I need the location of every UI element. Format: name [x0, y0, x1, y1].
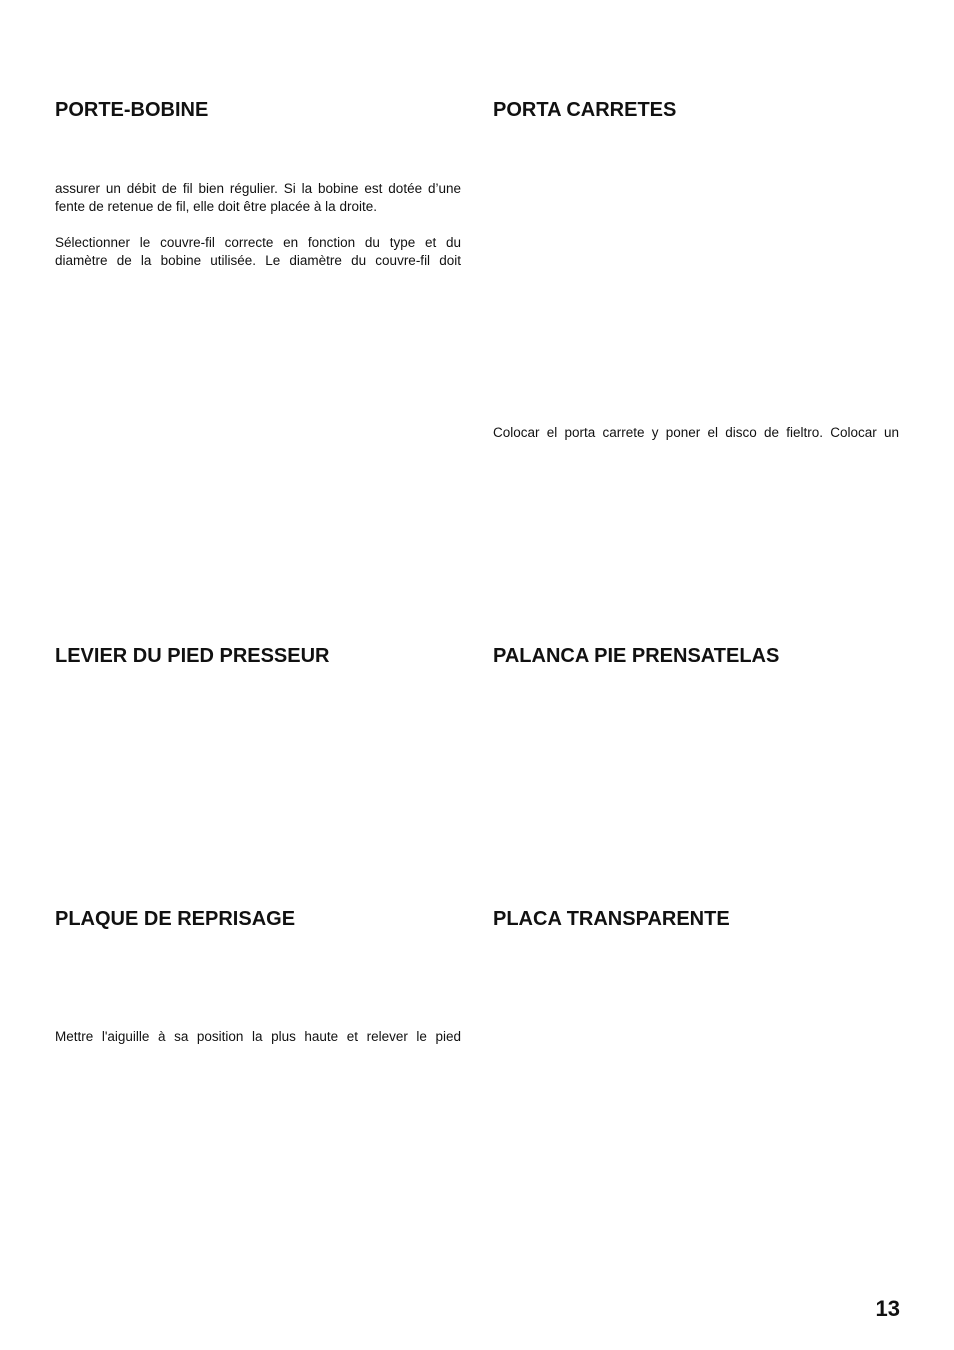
heading-porta-carretes: PORTA CARRETES	[493, 99, 677, 121]
porte-bobine-line-4: diamètre de la bobine utilisée. Le diamètre du couvre-fil doit	[55, 253, 461, 268]
porte-bobine-line-1: assurer un débit de fil bien régulier. Si la bobine est dotée d’une	[55, 181, 461, 196]
heading-porte-bobine: PORTE-BOBINE	[55, 99, 209, 121]
heading-plaque-de-reprisage: PLAQUE DE REPRISAGE	[55, 908, 296, 930]
porta-carretes-line-1: Colocar el porta carrete y poner el disco de fieltro. Colocar un	[493, 425, 899, 440]
plaque-de-reprisage-line-1: Mettre l'aiguille à sa position la plus haute et relever le pied	[55, 1029, 461, 1044]
page-number: 13	[875, 1296, 900, 1321]
heading-palanca-pie-prensatelas: PALANCA PIE PRENSATELAS	[493, 645, 780, 667]
heading-levier-pied-presseur: LEVIER DU PIED PRESSEUR	[55, 645, 330, 667]
porte-bobine-line-2: fente de retenue de fil, elle doit être placée à la droite.	[55, 199, 377, 214]
heading-placa-transparente: PLACA TRANSPARENTE	[493, 908, 730, 930]
porte-bobine-line-3: Sélectionner le couvre-fil correcte en fonction du type et du	[55, 235, 461, 250]
